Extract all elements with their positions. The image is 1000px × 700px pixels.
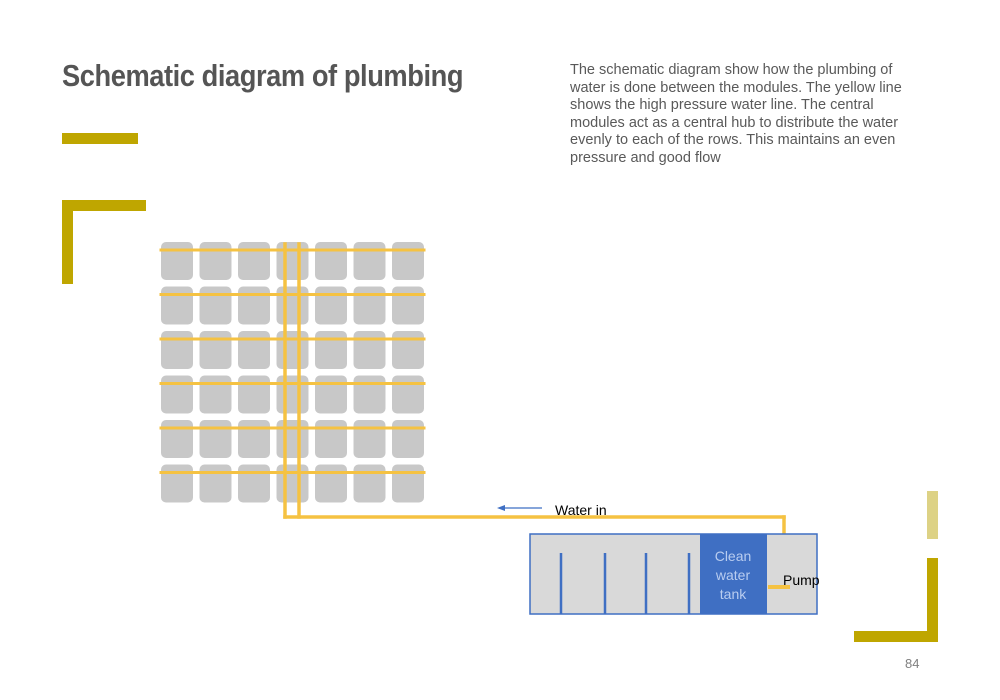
module-r1-c4 [277,242,309,280]
description-text: The schematic diagram show how the plumbing of water is done between the modules. The yellow line shows the high pressure water line. The central modules act as a central hub to distribute the water evenly to each of the rows. This maintains an even pressure and good flow [570,62,902,166]
tank-label-line1: Clean [714,548,752,564]
pump-label: Pump [783,572,820,588]
module-r2-c3 [238,287,270,325]
module-r3-c3 [238,331,270,369]
page-number: 84 [905,656,920,671]
module-r2-c5 [315,287,347,325]
module-r3-c1 [161,331,193,369]
module-r6-c6 [354,465,386,503]
module-r4-c2 [200,376,232,414]
module-r5-c2 [200,420,232,458]
tank-label-line2: water [715,567,751,583]
module-r1-c7 [392,242,424,280]
module-r2-c4 [277,287,309,325]
tank-outline [530,534,817,614]
module-r3-c4 [277,331,309,369]
module-r2-c7 [392,287,424,325]
module-r4-c3 [238,376,270,414]
module-r3-c2 [200,331,232,369]
module-r1-c2 [200,242,232,280]
water-in-label: Water in [555,502,607,518]
module-r4-c5 [315,376,347,414]
module-r6-c1 [161,465,193,503]
module-r1-c5 [315,242,347,280]
module-r5-c6 [354,420,386,458]
module-r4-c4 [277,376,309,414]
module-r2-c6 [354,287,386,325]
module-r5-c5 [315,420,347,458]
module-r5-c4 [277,420,309,458]
module-r2-c2 [200,287,232,325]
module-r5-c7 [392,420,424,458]
tank-label-line3: tank [719,586,747,602]
module-r1-c3 [238,242,270,280]
module-r6-c5 [315,465,347,503]
module-r6-c4 [277,465,309,503]
module-r4-c7 [392,376,424,414]
module-r4-c1 [161,376,193,414]
module-r4-c6 [354,376,386,414]
module-r5-c1 [161,420,193,458]
module-r6-c2 [200,465,232,503]
module-r5-c3 [238,420,270,458]
page-title: Schematic diagram of plumbing [62,58,464,93]
module-r2-c1 [161,287,193,325]
module-grid [161,242,424,503]
module-r1-c1 [161,242,193,280]
module-r6-c3 [238,465,270,503]
water-in-arrowhead [497,505,505,511]
module-r3-c7 [392,331,424,369]
module-r3-c6 [354,331,386,369]
module-r3-c5 [315,331,347,369]
module-r1-c6 [354,242,386,280]
module-r6-c7 [392,465,424,503]
